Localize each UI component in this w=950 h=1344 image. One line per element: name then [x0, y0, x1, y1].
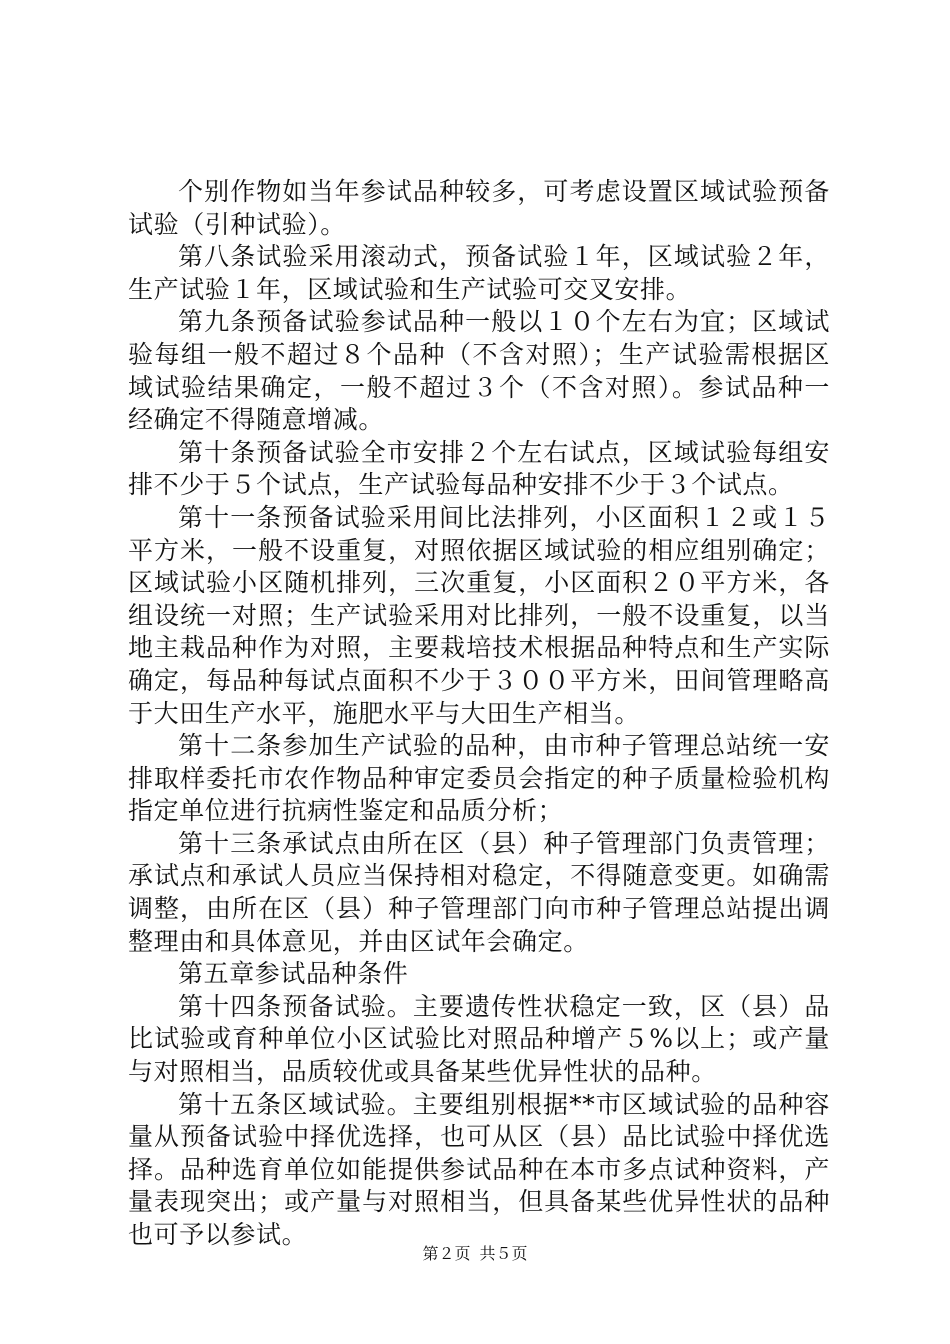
paragraph-article-8: 第八条试验采用滚动式，预备试验１年，区域试验２年，生产试验１年，区域试验和生产试验可交叉安排。: [128, 242, 830, 304]
paragraph-intro: 个别作物如当年参试品种较多，可考虑设置区域试验预备试验（引种试验）。: [128, 177, 830, 239]
paragraph-article-12: 第十二条参加生产试验的品种，由市种子管理总站统一安排取样委托市农作物品种审定委员会指定的种子质量检验机构指定单位进行抗病性鉴定和品质分析；: [128, 731, 830, 826]
paragraph-article-15: 第十五条区域试验。主要组别根据**市区域试验的品种容量从预备试验中择优选择，也可从区（县）品比试验中择优选择。品种选育单位如能提供参试品种在本市多点试种资料，产量表现突出；或产量与对照相当，但具备某些优异性状的品种也可予以参试。: [128, 1089, 830, 1249]
document-body: [128, 176, 830, 1252]
page-footer: [0, 1244, 950, 1264]
page-number: 第２页: [422, 1244, 471, 1263]
paragraph-article-14: 第十四条预备试验。主要遗传性状稳定一致，区（县）品比试验或育种单位小区试验比对照品种增产５%以上；或产量与对照相当，品质较优或具备某些优异性状的品种。: [128, 991, 830, 1087]
paragraph-article-11: 第十一条预备试验采用间比法排列，小区面积１２或１５平方米，一般不设重复，对照依据区域试验的相应组别确定；区域试验小区随机排列，三次重复，小区面积２０平方米，各组设统一对照；生产试验采用对比排列，一般不设重复，以当地主栽品种作为对照，主要栽培技术根据品种特点和生产实际确定，每品种每试点面积不少于３００平方米，田间管理略高于大田生产水平，施肥水平与大田生产相当。: [128, 502, 830, 728]
paragraph-article-13: 第十三条承试点由所在区（县）种子管理部门负责管理；承试点和承试人员应当保持相对稳定，不得随意变更。如确需调整，由所在区（县）种子管理部门向市种子管理总站提出调整理由和具体意见，并由区试年会确定。: [128, 828, 830, 956]
page-total: 共５页: [479, 1244, 528, 1263]
chapter-heading: 第五章参试品种条件: [178, 959, 409, 989]
paragraph-article-10: 第十条预备试验全市安排２个左右试点，区域试验每组安排不少于５个试点，生产试验每品种安排不少于３个试点。: [128, 437, 830, 500]
paragraph-article-9: 第九条预备试验参试品种一般以１０个左右为宜；区域试验每组一般不超过８个品种（不含对照）；生产试验需根据区域试验结果确定，一般不超过３个（不含对照）。参试品种一经确定不得随意增减。: [128, 307, 830, 435]
